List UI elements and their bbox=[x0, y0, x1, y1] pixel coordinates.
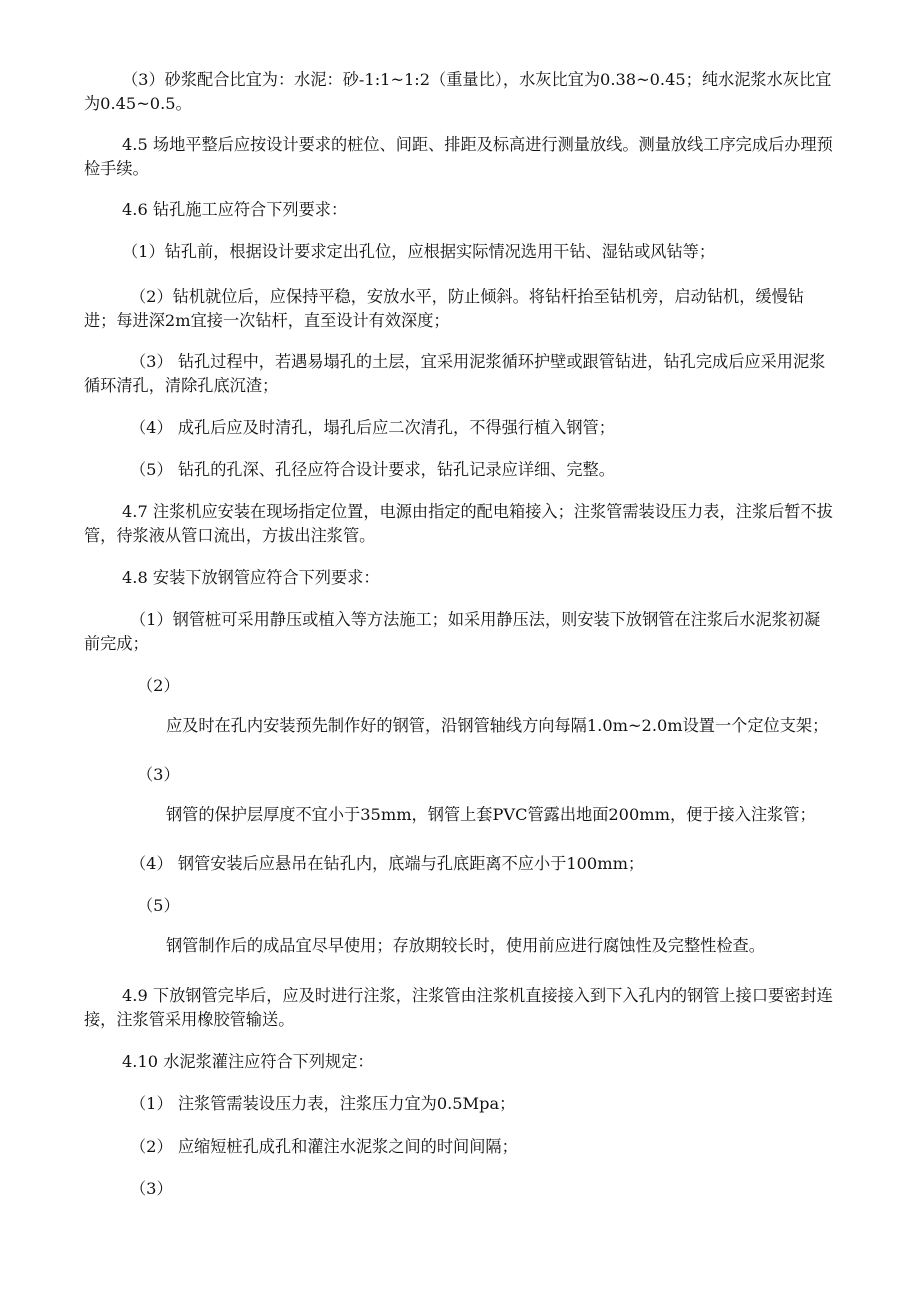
list-item-pipe-2: 应及时在孔内安装预先制作好的钢管，沿钢管轴线方向每隔1.0m~2.0m设置一个定位支架； bbox=[166, 716, 829, 736]
list-item-grout-2: （2） 应缩短桩孔成孔和灌注水泥浆之间的时间间隔； bbox=[130, 1137, 518, 1156]
paragraph-4-8: 4.8 安装下放钢管应符合下列要求： bbox=[122, 568, 380, 587]
list-item-pipe-5-label: （5） bbox=[137, 896, 180, 915]
paragraph-4-10: 4.10 水泥浆灌注应符合下列规定： bbox=[122, 1052, 374, 1071]
paragraph-4-9: 4.9 下放钢管完毕后，应及时进行注浆，注浆管由注浆机直接接入到下入孔内的钢管上接口要密封连接，注浆管采用橡胶管输送。 bbox=[84, 986, 833, 1029]
list-item-drill-3: （3） 钻孔过程中，若遇易塌孔的土层，宜采用泥浆循环护壁或跟管钻进，钻孔完成后应采用泥浆循环清孔，清除孔底沉渣； bbox=[84, 352, 826, 395]
paragraph-4-6: 4.6 钻孔施工应符合下列要求： bbox=[122, 200, 348, 219]
list-item-drill-5: （5） 钻孔的孔深、孔径应符合设计要求，钻孔记录应详细、完整。 bbox=[130, 460, 615, 479]
paragraph-4-5: 4.5 场地平整后应按设计要求的桩位、间距、排距及标高进行测量放线。测量放线工序完成后办理预检手续。 bbox=[84, 135, 833, 178]
list-item-pipe-5: 钢管制作后的成品宜尽早使用；存放期较长时，使用前应进行腐蚀性及完整性检查。 bbox=[166, 936, 765, 956]
paragraph-4-7: 4.7 注浆机应安装在现场指定位置，电源由指定的配电箱接入；注浆管需装设压力表，注浆后暂不拔管，待浆液从管口流出，方拔出注浆管。 bbox=[84, 502, 833, 545]
list-item-pipe-3: 钢管的保护层厚度不宜小于35mm，钢管上套PVC管露出地面200mm，便于接入注浆管； bbox=[166, 805, 816, 825]
list-item-grout-3: （3） bbox=[130, 1179, 173, 1198]
list-item-pipe-2-label: （2） bbox=[137, 676, 180, 695]
list-item-drill-1: （1）钻孔前，根据设计要求定出孔位，应根据实际情况选用干钻、湿钻或风钻等； bbox=[122, 242, 716, 261]
list-item-drill-2: （2）钻机就位后，应保持平稳，安放水平，防止倾斜。将钻杆抬至钻机旁，启动钻机，缓慢钻进；每进深2m宜接一次钻杆，直至设计有效深度； bbox=[84, 287, 804, 330]
list-item-pipe-1: （1）钢管桩可采用静压或植入等方法施工；如采用静压法，则安装下放钢管在注浆后水泥浆初凝前完成； bbox=[84, 610, 821, 653]
list-item-grout-1: （1） 注浆管需装设压力表，注浆压力宜为0.5Mpa； bbox=[130, 1094, 516, 1113]
list-item-pipe-3-label: （3） bbox=[137, 765, 180, 784]
paragraph-mortar-ratio: （3）砂浆配合比宜为：水泥：砂-1:1~1:2（重量比），水灰比宜为0.38~0.45；纯水泥浆水灰比宜为0.45~0.5。 bbox=[84, 70, 832, 113]
list-item-pipe-4: （4） 钢管安装后应悬吊在钻孔内，底端与孔底距离不应小于100mm； bbox=[130, 854, 645, 873]
list-item-drill-4: （4） 成孔后应及时清孔，塌孔后应二次清孔，不得强行植入钢管； bbox=[130, 418, 615, 437]
